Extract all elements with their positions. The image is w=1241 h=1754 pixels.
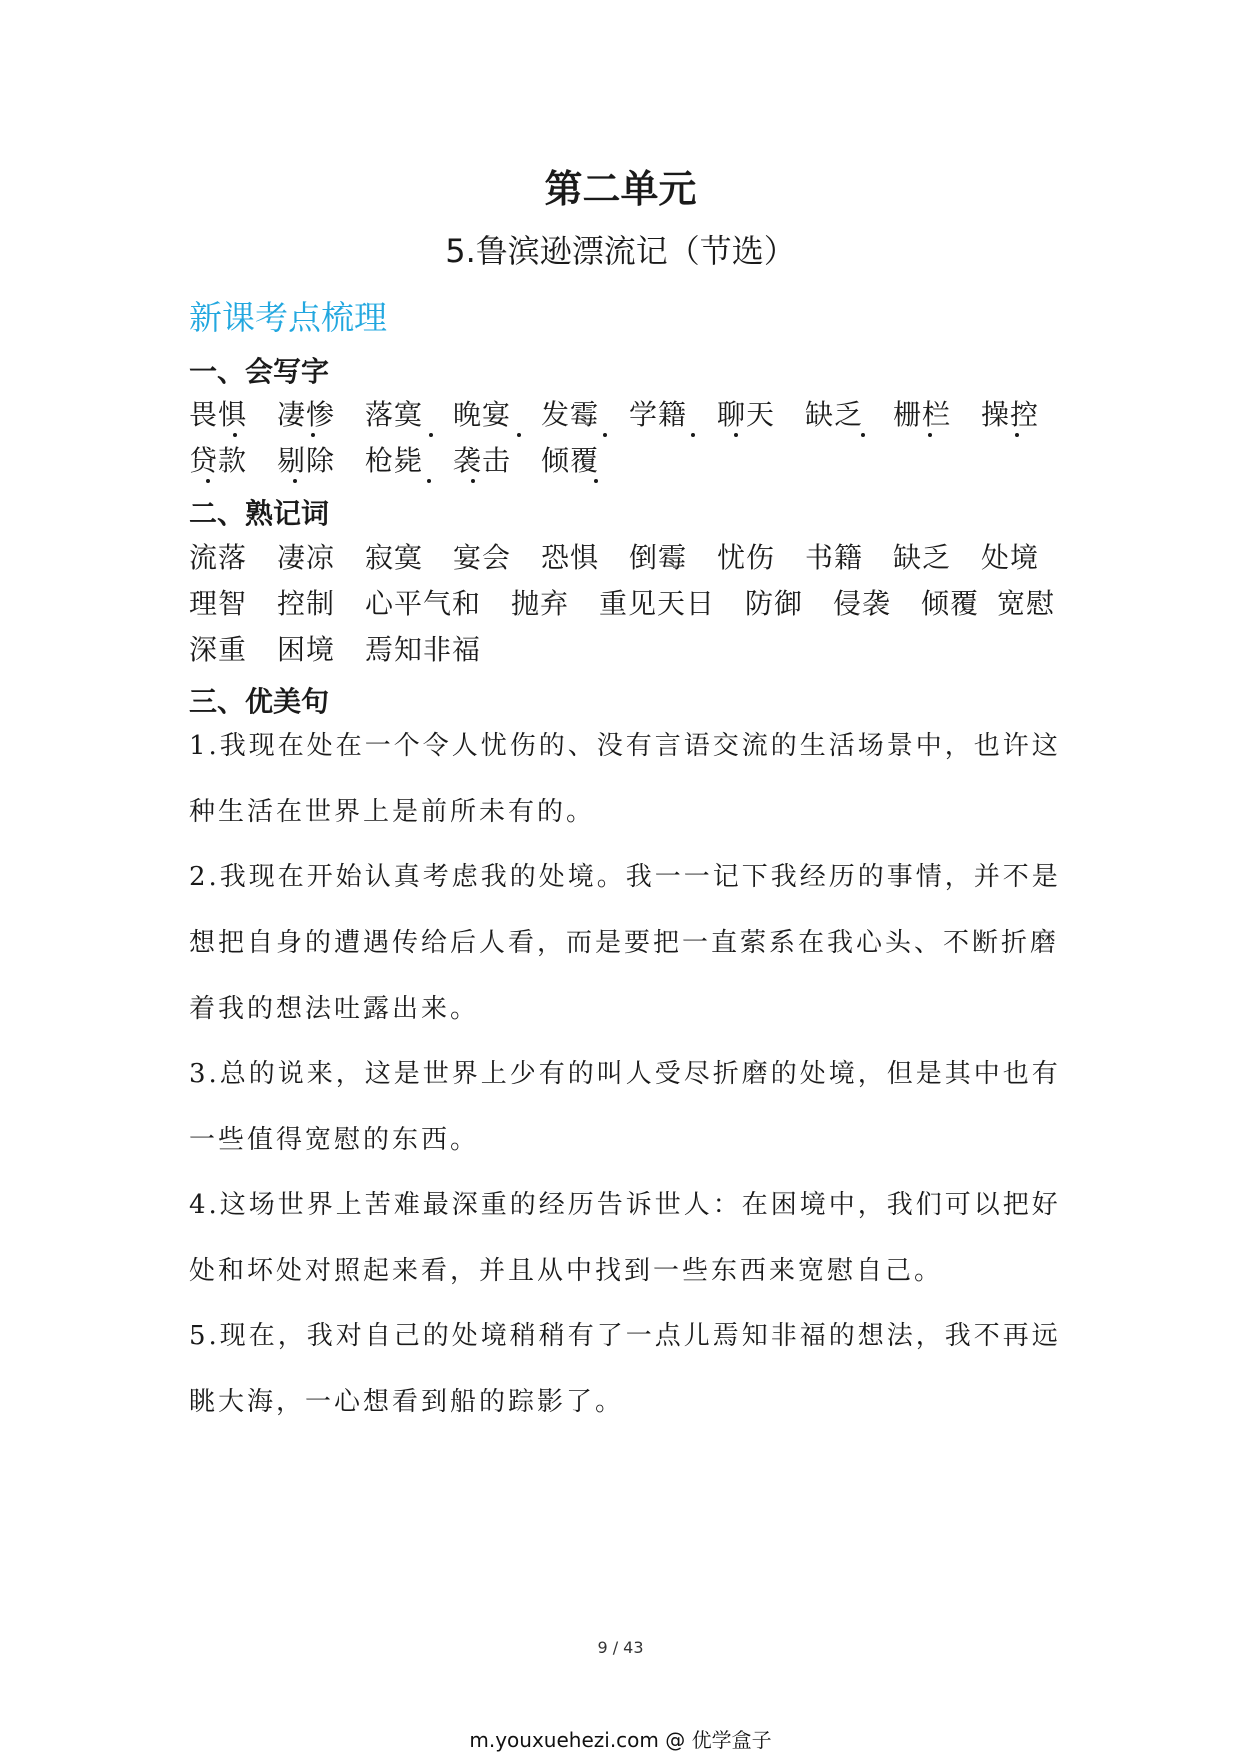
emphasis-dot: [427, 479, 431, 483]
emphasis-dot: [293, 479, 297, 483]
word: 发霉: [541, 398, 600, 431]
word: 寂寞: [365, 541, 424, 574]
write-words-row-2: [189, 439, 1089, 479]
word: 焉知非福: [365, 633, 482, 666]
word: 心平气和: [365, 587, 482, 620]
word: 凄凉: [277, 541, 336, 574]
word: 凄惨: [277, 398, 336, 431]
section-title: 新课考点梳理: [189, 298, 387, 337]
emphasis-dot: [429, 433, 433, 437]
memorize-words-row-1: [189, 536, 1089, 576]
page-number: 9 / 43: [597, 1638, 644, 1657]
emphasis-dot: [517, 433, 521, 437]
emphasis-dot: [603, 433, 607, 437]
footer-watermark: m.youxuehezi.com @ 优学盒子: [469, 1728, 772, 1752]
word: 理智: [189, 587, 248, 620]
word: 晚宴: [453, 398, 512, 431]
word: 贷款: [189, 444, 248, 477]
word: 处境: [981, 541, 1040, 574]
word: 宴会: [453, 541, 512, 574]
memorize-words-row-3: [189, 628, 1089, 668]
word: 缺乏: [805, 398, 864, 431]
word: 深重: [189, 633, 248, 666]
word: 倾覆: [921, 587, 980, 620]
word: 书籍: [805, 541, 864, 574]
word: 缺乏: [893, 541, 952, 574]
word: 抛弃: [511, 587, 570, 620]
emphasis-dot: [861, 433, 865, 437]
memorize-section-heading: 二、熟记词: [189, 497, 330, 530]
emphasis-dot: [233, 433, 237, 437]
emphasis-dot: [1015, 433, 1019, 437]
sentences-section-heading: 三、优美句: [189, 685, 330, 718]
word: 恐惧: [541, 541, 600, 574]
word: 栅栏: [893, 398, 952, 431]
word: 落寞: [365, 398, 424, 431]
sentence-1: 1.我现在处在一个令人忧伤的、没有言语交流的生活场景中，也许这种生活在世界上是前所未有的。: [189, 731, 1061, 827]
emphasis-dot: [311, 433, 315, 437]
word: 流落: [189, 541, 248, 574]
word: 防御: [745, 587, 804, 620]
sentence-3: 3.总的说来，这是世界上少有的叫人受尽折磨的处境，但是其中也有一些值得宽慰的东西。: [189, 1059, 1061, 1155]
emphasis-dot: [471, 479, 475, 483]
word: 困境: [277, 633, 336, 666]
word: 倒霉: [629, 541, 688, 574]
emphasis-dot: [734, 433, 738, 437]
emphasis-dot: [691, 433, 695, 437]
memorize-words-row-2: [189, 582, 1089, 622]
write-words-row-1: [189, 393, 1089, 433]
word: 学籍: [629, 398, 688, 431]
emphasis-dot: [594, 479, 598, 483]
lesson-title: 5.鲁滨逊漂流记（节选）: [445, 232, 796, 270]
word: 倾覆: [541, 444, 600, 477]
word: 聊天: [717, 398, 776, 431]
word: 忧伤: [717, 541, 776, 574]
sentence-4: 4.这场世界上苦难最深重的经历告诉世人：在困境中，我们可以把好处和坏处对照起来看，并且从中找到一些东西来宽慰自己。: [189, 1190, 1061, 1286]
word: 控制: [277, 587, 336, 620]
word: 畏惧: [189, 398, 248, 431]
unit-title: 第二单元: [544, 167, 697, 211]
word: 袭击: [453, 444, 512, 477]
word: 操控: [981, 398, 1040, 431]
sentence-5: 5.现在，我对自己的处境稍稍有了一点儿焉知非福的想法，我不再远眺大海，一心想看到船的踪影了。: [189, 1321, 1061, 1417]
emphasis-dot: [206, 479, 210, 483]
emphasis-dot: [928, 433, 932, 437]
sentence-2: 2.我现在开始认真考虑我的处境。我一一记下我经历的事情，并不是想把自身的遭遇传给后人看，而是要把一直萦系在我心头、不断折磨着我的想法吐露出来。: [189, 862, 1061, 1024]
word: 侵袭: [833, 587, 892, 620]
word: 宽慰: [997, 587, 1056, 620]
word: 枪毙: [365, 444, 424, 477]
word: 重见天日: [599, 587, 716, 620]
word: 剔除: [277, 444, 336, 477]
write-section-heading: 一、会写字: [189, 355, 330, 388]
